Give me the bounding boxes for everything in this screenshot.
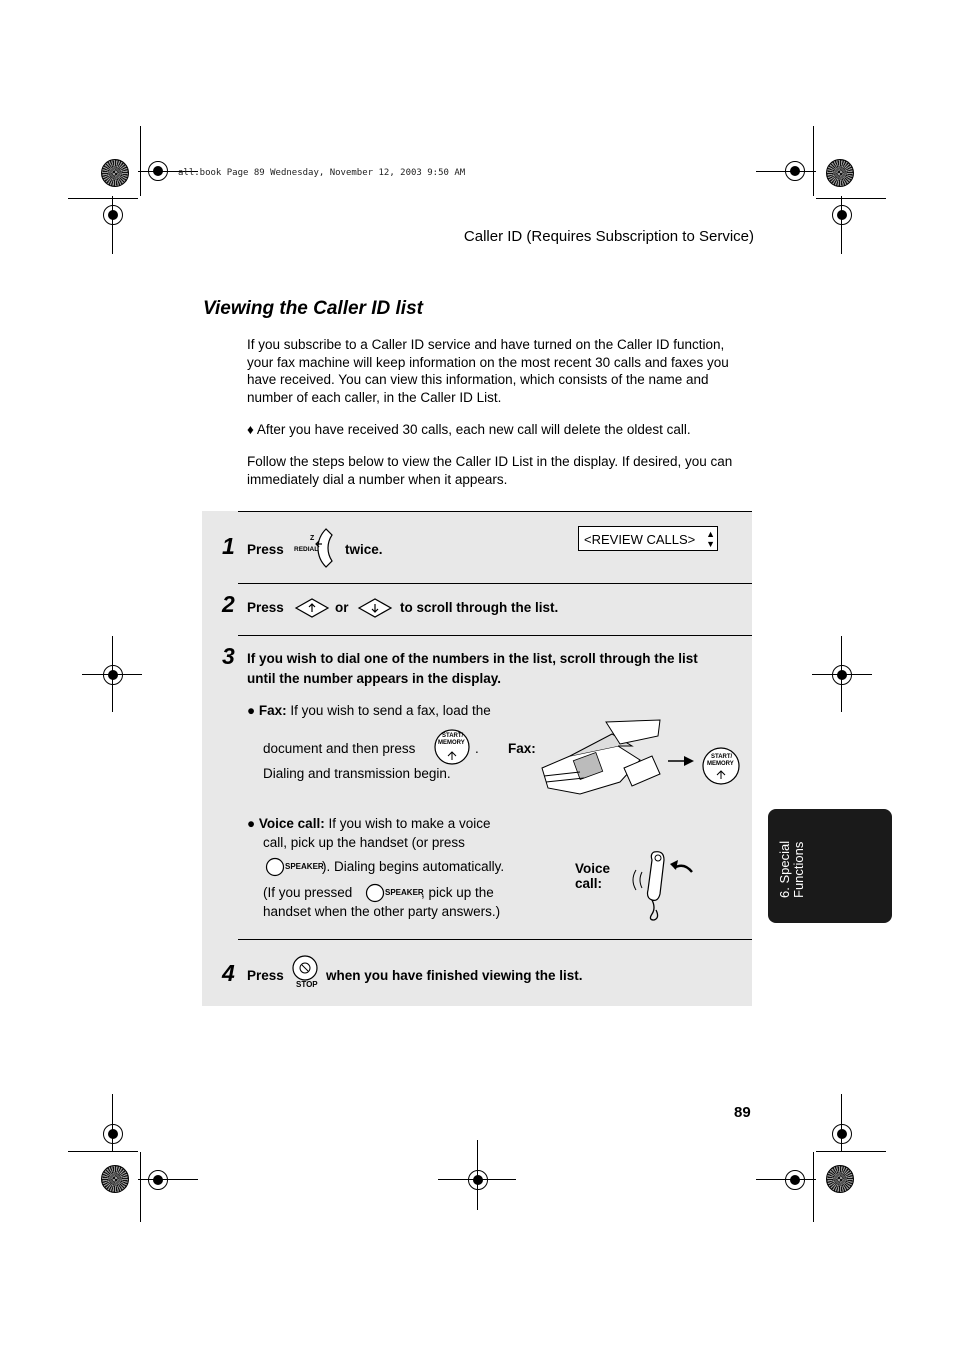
stop-label: STOP xyxy=(296,980,318,989)
fax-line-3: Dialing and transmission begin. xyxy=(263,766,451,781)
divider xyxy=(238,635,752,636)
crosshair-mark xyxy=(832,665,852,685)
follow-paragraph: Follow the steps below to view the Caller ID List in the display. If desired, you can immediately dial a number when it appears. xyxy=(247,454,733,487)
step-number: 2 xyxy=(222,591,235,617)
step-3-line2: until the number appears in the display. xyxy=(247,671,502,686)
voice-bullet xyxy=(247,816,491,831)
step-number: 4 xyxy=(222,960,235,986)
voice-side-label-1: Voice xyxy=(575,861,611,876)
crosshair-mark xyxy=(103,665,123,685)
chapter-tab-label xyxy=(778,808,806,898)
lcd-display xyxy=(578,526,718,551)
up-down-arrows-icon: ▲ ▼ xyxy=(706,529,715,549)
start-memory-button-icon xyxy=(701,746,741,786)
voice-text: If you wish to make a voice xyxy=(324,816,491,831)
voice-line-4a: (If you pressed xyxy=(263,885,353,900)
crosshair-mark xyxy=(832,205,852,225)
crosshair-mark xyxy=(148,1170,168,1190)
bullet-note-text: After you have received 30 calls, each new call will delete the oldest call. xyxy=(256,422,691,437)
rosette-bottom-right xyxy=(826,1165,854,1193)
divider xyxy=(238,511,752,512)
fax-text: If you wish to send a fax, load the xyxy=(286,703,491,718)
stop-button-icon xyxy=(291,954,323,990)
step-4-rest: when you have finished viewing the list. xyxy=(326,968,583,983)
section-title: Viewing the Caller ID list xyxy=(203,298,423,319)
redial-top-label: Z xyxy=(310,535,315,542)
dot-bullet-icon: ● xyxy=(247,816,259,831)
crosshair-mark xyxy=(468,1170,488,1190)
voice-side-label-2: call: xyxy=(575,876,603,891)
step-1-press: Press xyxy=(247,542,284,557)
step-number: 3 xyxy=(222,643,235,669)
voice-line-3: ). Dialing begins automatically. xyxy=(322,859,505,874)
dot-bullet-icon: ● xyxy=(247,703,259,718)
page-number: 89 xyxy=(734,1104,751,1121)
diamond-bullet-icon: ♦ xyxy=(247,422,257,437)
step-number: 1 xyxy=(222,533,235,559)
start-memory-button-icon xyxy=(433,728,473,766)
crosshair-mark xyxy=(103,205,123,225)
divider xyxy=(238,583,752,584)
voice-line-2: call, pick up the handset (or press xyxy=(263,835,465,850)
fax-machine-illustration xyxy=(540,716,665,803)
speaker-button-icon xyxy=(365,883,423,903)
arrow-right-icon xyxy=(668,754,694,772)
rosette-top-right xyxy=(826,159,854,187)
handset-illustration xyxy=(626,848,698,927)
crosshair-mark xyxy=(785,1170,805,1190)
speaker-label: SPEAKER xyxy=(285,862,324,871)
voice-label: Voice call: xyxy=(258,816,325,831)
redial-label: REDIAL xyxy=(294,546,319,553)
rosette-top-left xyxy=(101,159,129,187)
step-4-press: Press xyxy=(247,968,284,983)
lcd-text: <REVIEW CALLS> xyxy=(584,532,696,547)
speaker-button-icon xyxy=(265,857,323,877)
step-2-or: or xyxy=(335,600,349,615)
voice-line-5: handset when the other party answers.) xyxy=(263,904,501,919)
running-head: Caller ID (Requires Subscription to Service) xyxy=(463,228,754,245)
down-arrow-button-icon xyxy=(357,597,393,624)
step-1-twice: twice. xyxy=(345,542,383,557)
step-2-to: to scroll through the list. xyxy=(400,600,559,615)
voice-line-4b: , pick up the xyxy=(421,885,494,900)
divider xyxy=(238,939,752,940)
fax-side-label: Fax: xyxy=(508,741,536,756)
memory-label: MEMORY xyxy=(707,761,734,767)
fax-line-2: document and then press xyxy=(263,741,416,756)
chapter-tab-line-1: 6. Special xyxy=(777,840,792,898)
fax-label: Fax: xyxy=(258,703,287,718)
crosshair-mark xyxy=(103,1124,123,1144)
rosette-bottom-left xyxy=(101,1165,129,1193)
step-3-line1: If you wish to dial one of the numbers in the list, scroll through the list xyxy=(247,651,698,666)
fax-bullet xyxy=(247,703,491,718)
speaker-label: SPEAKER xyxy=(385,888,424,897)
chapter-tab-line-2: Functions xyxy=(791,841,806,898)
bullet-note xyxy=(247,421,747,439)
fax-dot: . xyxy=(475,741,479,756)
step-2-press: Press xyxy=(247,600,284,615)
redial-button-icon xyxy=(292,527,340,569)
memory-label: MEMORY xyxy=(438,740,465,746)
file-meta-line: all.book Page 89 Wednesday, November 12, 2003 9:50 AM xyxy=(178,168,466,178)
start-label: START/ xyxy=(711,754,733,760)
crosshair-mark xyxy=(832,1124,852,1144)
up-arrow-button-icon xyxy=(294,597,330,624)
start-label: START/ xyxy=(442,733,464,739)
intro-paragraph: If you subscribe to a Caller ID service and have turned on the Caller ID function, your fax machine will keep information on the most recent 30 calls and faxes you have received. You can view this information, which consists of the name and number of each caller, in the Caller ID List. xyxy=(247,337,729,405)
